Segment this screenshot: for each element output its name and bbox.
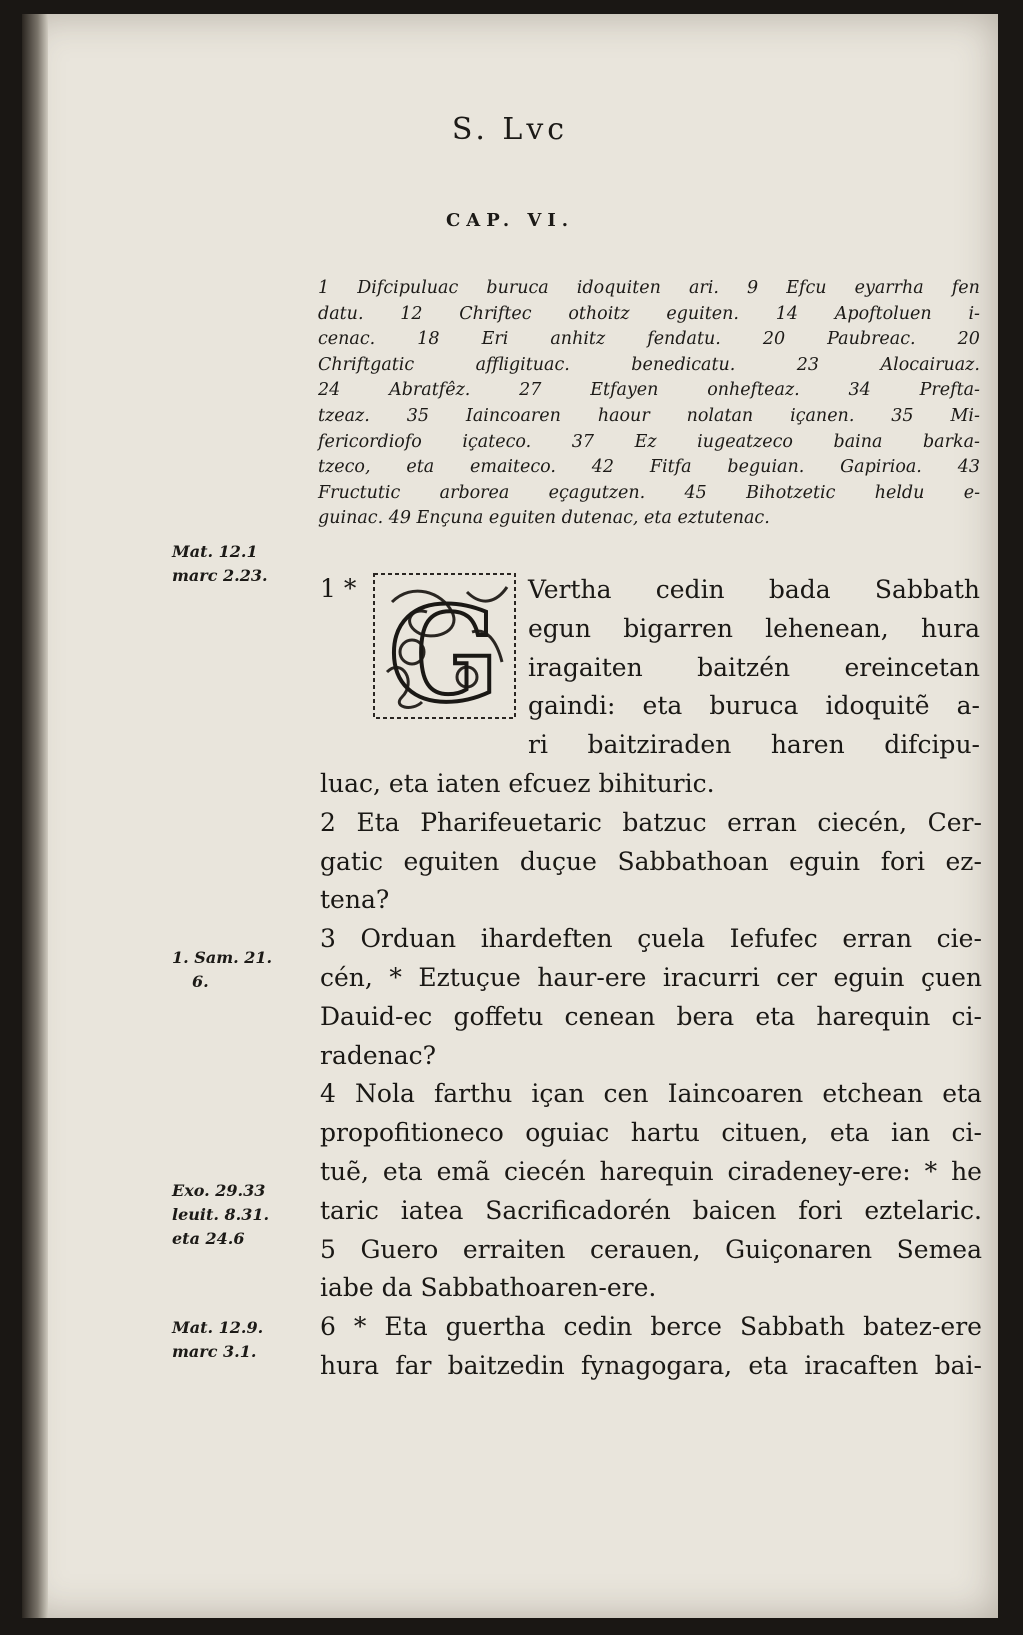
word: Nola bbox=[355, 1079, 415, 1109]
word: tuẽ, bbox=[320, 1156, 369, 1186]
word: ereincetan bbox=[844, 652, 980, 682]
word: baitzedin bbox=[447, 1350, 565, 1380]
word: fynagogara, bbox=[580, 1350, 733, 1380]
word: Iaincoaren bbox=[667, 1079, 804, 1109]
word: eta bbox=[829, 1118, 870, 1148]
word: iragaiten bbox=[528, 652, 643, 682]
margin-note-line: marc 2.23. bbox=[172, 566, 268, 585]
word: eguiten bbox=[403, 846, 500, 876]
word: bada bbox=[768, 575, 831, 604]
initial-letter: G bbox=[388, 578, 500, 720]
word: 35 bbox=[406, 405, 430, 426]
word: eta bbox=[748, 1350, 789, 1380]
margin-note-line: 1. Sam. 21. bbox=[172, 948, 273, 967]
word: Eta bbox=[384, 1312, 428, 1342]
word: cerauen, bbox=[589, 1234, 701, 1264]
word: guertha bbox=[445, 1312, 546, 1342]
word: Abratfêz. bbox=[389, 380, 471, 401]
summary-line bbox=[318, 353, 980, 379]
body-line bbox=[320, 998, 982, 1037]
margin-note-line: Mat. 12.1 bbox=[172, 542, 258, 561]
word: eta bbox=[382, 1156, 423, 1186]
word: ci- bbox=[951, 1001, 982, 1031]
word: Pharifeuetaric bbox=[420, 807, 602, 837]
body-line bbox=[320, 959, 982, 998]
word: tzeaz. bbox=[318, 405, 370, 426]
body-line: luac, eta iaten efcuez bihituric. bbox=[320, 769, 715, 798]
word: emaiteco. bbox=[470, 457, 556, 478]
word: difcipu- bbox=[884, 730, 980, 760]
word: nolatan bbox=[686, 405, 754, 426]
word: Sacrificadorén bbox=[485, 1195, 671, 1225]
word: onhefteaz. bbox=[707, 380, 800, 401]
word: he bbox=[951, 1156, 982, 1186]
word: 6 bbox=[320, 1312, 336, 1342]
word: emã bbox=[436, 1156, 490, 1186]
word: i- bbox=[968, 303, 980, 324]
word: Orduan bbox=[360, 924, 457, 954]
word: berce bbox=[650, 1312, 722, 1342]
margin-note bbox=[172, 946, 312, 994]
word: Guero bbox=[360, 1234, 439, 1264]
word: Difcipuluac bbox=[357, 278, 459, 298]
word: eguin bbox=[789, 846, 861, 876]
word: eçagutzen. bbox=[548, 482, 646, 503]
word: Bihotzetic bbox=[746, 482, 836, 503]
word: iracaften bbox=[804, 1350, 919, 1380]
word: Chriftec bbox=[459, 303, 532, 324]
word: iatea bbox=[400, 1195, 464, 1225]
word: propofitioneco bbox=[320, 1118, 504, 1148]
word: datu. bbox=[318, 303, 364, 324]
word: fen bbox=[951, 278, 980, 298]
word: Alocairuaz. bbox=[880, 354, 980, 375]
word: affligituac. bbox=[475, 354, 570, 375]
word: hura bbox=[920, 613, 980, 643]
verse-1-drop-lines bbox=[528, 571, 980, 765]
word: eyarrha bbox=[854, 278, 924, 298]
word: Sabbath bbox=[874, 575, 980, 604]
word: eguin bbox=[833, 962, 905, 992]
body-line bbox=[320, 1114, 982, 1153]
word: haur-ere bbox=[537, 962, 647, 992]
word: ian bbox=[891, 1118, 931, 1148]
word: Eztuçue bbox=[418, 962, 521, 992]
word: tzeco, bbox=[318, 457, 371, 478]
summary-line bbox=[318, 276, 980, 302]
body-line bbox=[320, 804, 982, 843]
book-page bbox=[22, 14, 998, 1618]
word: fori bbox=[880, 846, 925, 876]
word: cedin bbox=[563, 1312, 633, 1342]
word: ez- bbox=[945, 846, 982, 876]
word: Gapirioa. bbox=[840, 457, 922, 478]
word: Fructutic bbox=[318, 482, 401, 503]
word: oguiac bbox=[525, 1118, 610, 1148]
word: Dauid-ec bbox=[320, 1001, 433, 1031]
word: Ez bbox=[634, 431, 657, 452]
word: Chriftgatic bbox=[318, 354, 415, 375]
word: Iefufec bbox=[729, 924, 818, 954]
word: Cer- bbox=[927, 807, 982, 837]
word: Iaincoaren bbox=[465, 405, 561, 426]
word: Vertha bbox=[528, 575, 612, 604]
word: Apoftoluen bbox=[834, 303, 932, 324]
word: ihardeften bbox=[480, 924, 613, 954]
word: idoquiten bbox=[576, 278, 661, 298]
word: 2 bbox=[320, 807, 336, 837]
body-line bbox=[528, 610, 980, 649]
margin-note bbox=[172, 1316, 312, 1364]
word: Sabbathoan bbox=[617, 846, 769, 876]
word: duçue bbox=[519, 846, 597, 876]
word: Efcu bbox=[786, 278, 827, 298]
word: ciecén bbox=[503, 1156, 586, 1186]
word: 37 bbox=[571, 431, 595, 452]
word: Eta bbox=[356, 807, 400, 837]
word: e- bbox=[963, 482, 980, 503]
word: hura bbox=[320, 1350, 380, 1380]
word: çuela bbox=[637, 924, 706, 954]
word: 3 bbox=[320, 924, 336, 954]
word: batzuc bbox=[622, 807, 707, 837]
body-line bbox=[320, 1308, 982, 1347]
body-line bbox=[320, 1075, 982, 1114]
word: cie- bbox=[936, 924, 982, 954]
word: ciecén, bbox=[817, 807, 908, 837]
word: harequin bbox=[599, 1156, 714, 1186]
word: egun bbox=[528, 613, 592, 643]
word: haour bbox=[597, 405, 650, 426]
word: ci- bbox=[951, 1118, 982, 1148]
word: Eri bbox=[481, 329, 509, 350]
word: buruca bbox=[709, 691, 799, 721]
word: 5 bbox=[320, 1234, 336, 1264]
word: 20 bbox=[957, 329, 980, 350]
word: 34 bbox=[848, 380, 871, 401]
word: gaindi: bbox=[528, 691, 616, 721]
word: erraiten bbox=[462, 1234, 566, 1264]
body-text bbox=[320, 765, 982, 1386]
margin-note bbox=[172, 540, 312, 588]
word: buruca bbox=[486, 278, 549, 298]
word: eztelaric. bbox=[864, 1195, 982, 1225]
body-line bbox=[320, 843, 982, 882]
word: anhitz bbox=[550, 329, 606, 350]
word: fendatu. bbox=[647, 329, 721, 350]
word: 43 bbox=[957, 457, 980, 478]
word: lehenean, bbox=[765, 613, 889, 643]
body-line: tena? bbox=[320, 885, 390, 915]
body-line bbox=[528, 687, 980, 726]
summary-line bbox=[318, 404, 980, 430]
word: * bbox=[353, 1312, 367, 1342]
word: beguian. bbox=[727, 457, 805, 478]
word: far bbox=[395, 1350, 432, 1380]
word: Fitfa bbox=[649, 457, 692, 478]
chapter-title: CAP. VI. bbox=[445, 210, 575, 231]
word: Mi- bbox=[950, 405, 980, 426]
word: 14 bbox=[775, 303, 799, 324]
running-head: S. Lvc bbox=[451, 112, 569, 147]
word: baitziraden bbox=[587, 730, 732, 760]
chapter-summary bbox=[318, 276, 980, 532]
body-line bbox=[320, 1192, 982, 1231]
verse-number: 1 * bbox=[320, 574, 357, 603]
decorated-initial bbox=[372, 572, 517, 720]
word: Etfayen bbox=[590, 380, 659, 401]
word: içanen. bbox=[790, 405, 855, 426]
word: ari. bbox=[688, 278, 719, 298]
word: erran bbox=[842, 924, 913, 954]
word: Prefta- bbox=[919, 380, 980, 401]
word: bigarren bbox=[623, 613, 733, 643]
body-line bbox=[528, 571, 980, 610]
word: taric bbox=[320, 1195, 379, 1225]
word: 23 bbox=[796, 354, 820, 375]
word: Sabbath bbox=[739, 1312, 846, 1342]
body-line: iabe da Sabbathoaren-ere. bbox=[320, 1273, 657, 1303]
word: farthu bbox=[433, 1079, 513, 1109]
body-line: radenac? bbox=[320, 1040, 437, 1070]
word: hartu bbox=[630, 1118, 700, 1148]
word: othoitz bbox=[568, 303, 630, 324]
margin-note-line: eta 24.6 bbox=[172, 1229, 245, 1248]
word: 9 bbox=[747, 278, 759, 298]
word: eta bbox=[642, 691, 683, 721]
ornament-initial-icon bbox=[372, 572, 517, 720]
word: baina bbox=[833, 431, 883, 452]
body-line bbox=[320, 1347, 982, 1386]
word: ciradeney-ere: bbox=[727, 1156, 911, 1186]
page-gutter bbox=[22, 14, 48, 1618]
body-line bbox=[320, 1231, 982, 1270]
word: bai- bbox=[934, 1350, 982, 1380]
word: fori bbox=[798, 1195, 843, 1225]
word: eta bbox=[755, 1001, 796, 1031]
word: cen bbox=[603, 1079, 649, 1109]
word: cer bbox=[776, 962, 817, 992]
word: harequin bbox=[816, 1001, 931, 1031]
word: iracurri bbox=[662, 962, 760, 992]
margin-note-line: 6. bbox=[192, 972, 209, 991]
word: a- bbox=[956, 691, 980, 721]
word: 20 bbox=[762, 329, 786, 350]
word: iugeatzeco bbox=[697, 431, 793, 452]
body-line bbox=[320, 1153, 982, 1192]
margin-note-line: Exo. 29.33 bbox=[172, 1181, 266, 1200]
word: 4 bbox=[320, 1079, 336, 1109]
summary-line bbox=[318, 327, 980, 353]
margin-note-line: marc 3.1. bbox=[172, 1342, 257, 1361]
word: 35 bbox=[891, 405, 914, 426]
word: batez-ere bbox=[863, 1312, 982, 1342]
word: 1 bbox=[318, 278, 330, 298]
word: 42 bbox=[591, 457, 615, 478]
word: * bbox=[924, 1156, 938, 1186]
word: baicen bbox=[692, 1195, 777, 1225]
word: fericordiofo bbox=[318, 431, 422, 452]
word: içan bbox=[531, 1079, 585, 1109]
word: 12 bbox=[400, 303, 423, 324]
word: cenean bbox=[564, 1001, 656, 1031]
summary-line bbox=[318, 378, 980, 404]
word: etchean bbox=[822, 1079, 924, 1109]
body-line bbox=[320, 920, 982, 959]
word: eguiten. bbox=[666, 303, 739, 324]
word: bera bbox=[676, 1001, 735, 1031]
word: Paubreac. bbox=[827, 329, 916, 350]
word: erran bbox=[727, 807, 797, 837]
word: gatic bbox=[320, 846, 383, 876]
margin-note-line: Mat. 12.9. bbox=[172, 1318, 264, 1337]
summary-line bbox=[318, 430, 980, 456]
word: cituen, bbox=[721, 1118, 809, 1148]
word: cén, bbox=[320, 962, 373, 992]
word: heldu bbox=[874, 482, 925, 503]
summary-line: guinac. 49 Ençuna eguiten dutenac, eta eztutenac. bbox=[318, 508, 770, 529]
word: benedicatu. bbox=[631, 354, 736, 375]
word: Semea bbox=[896, 1234, 982, 1264]
summary-line bbox=[318, 455, 980, 481]
body-line bbox=[528, 649, 980, 688]
word: Guiçonaren bbox=[725, 1234, 873, 1264]
word: arborea bbox=[439, 482, 510, 503]
word: eta bbox=[942, 1079, 982, 1109]
word: barka- bbox=[922, 431, 980, 452]
word: cenac. bbox=[318, 329, 376, 350]
word: 45 bbox=[684, 482, 707, 503]
word: haren bbox=[770, 730, 845, 760]
margin-note-line: leuit. 8.31. bbox=[172, 1205, 270, 1224]
margin-note bbox=[172, 1179, 312, 1251]
word: içateco. bbox=[462, 431, 532, 452]
word: 27 bbox=[519, 380, 542, 401]
word: 18 bbox=[417, 329, 440, 350]
word: * bbox=[389, 962, 402, 992]
summary-line bbox=[318, 302, 980, 328]
body-line bbox=[528, 726, 980, 765]
word: baitzén bbox=[697, 652, 791, 682]
word: 24 bbox=[318, 380, 341, 401]
summary-line bbox=[318, 481, 980, 507]
word: goffetu bbox=[453, 1001, 544, 1031]
word: çuen bbox=[920, 962, 982, 992]
word: eta bbox=[406, 457, 435, 478]
word: idoquitẽ bbox=[825, 691, 930, 721]
word: cedin bbox=[655, 575, 725, 604]
word: ri bbox=[528, 730, 548, 760]
